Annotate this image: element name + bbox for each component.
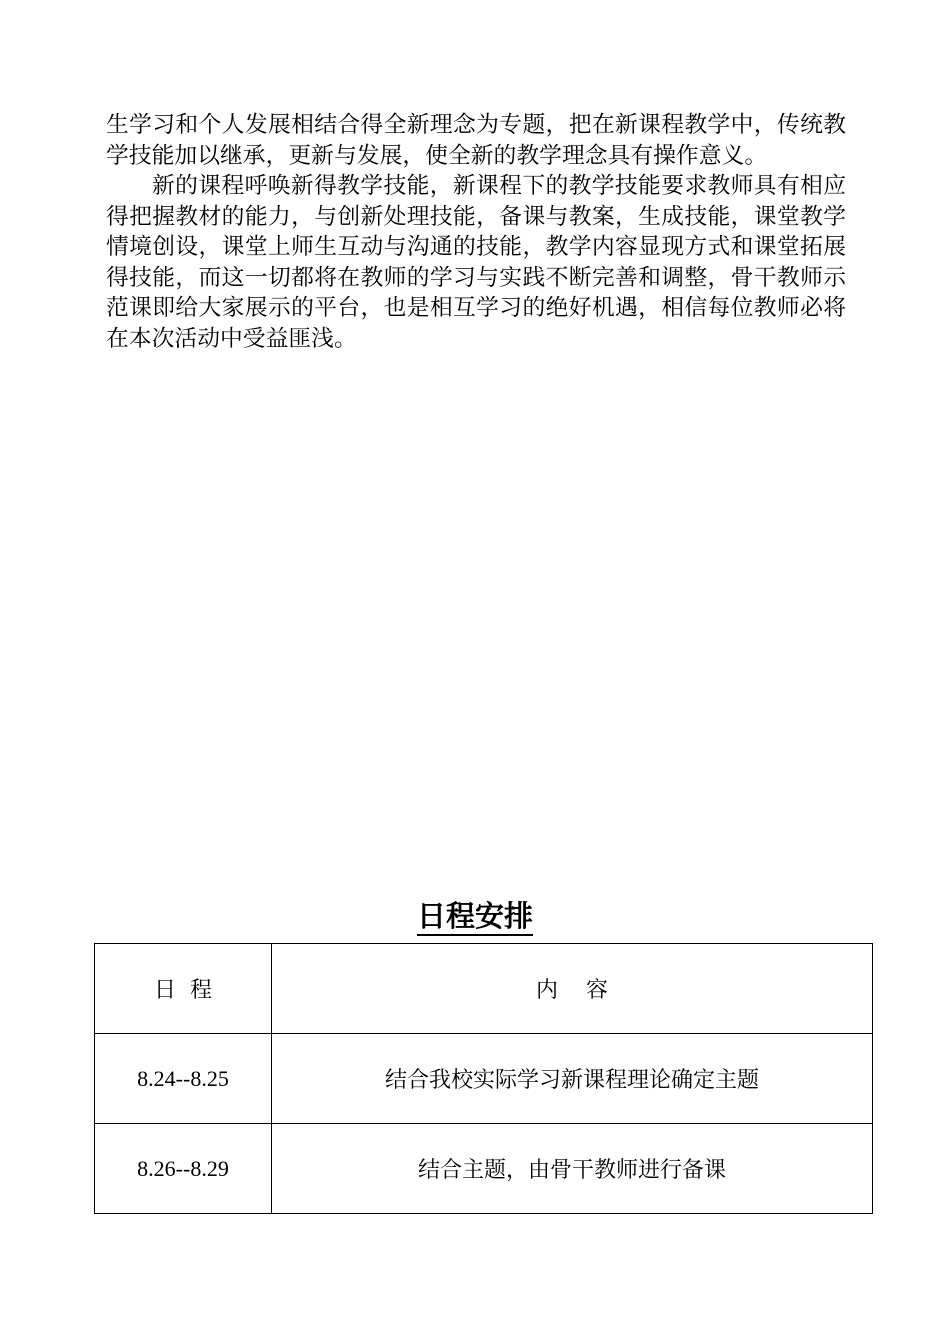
header-date-label: 日 程 xyxy=(154,978,212,1003)
paragraph-1: 生学习和个人发展相结合得全新理念为专题，把在新课程教学中，传统教学技能加以继承，更新与发展，使全新的教学理念具有操作意义。 xyxy=(106,112,846,169)
paragraph-2: 新的课程呼唤新得教学技能，新课程下的教学技能要求教师具有相应得把握教材的能力，与创新处理技能，备课与教案，生成技能，课堂教学情境创设，课堂上师生互动与沟通的技能，教学内容显现方式和课堂拓展得技能，而这一切都将在教师的学习与实践不断完善和调整，骨干教师示范课即给大家展示的平台，也是相互学习的绝好机遇，相信每位教师必将在本次活动中受益匪浅。 xyxy=(106,173,846,352)
row-content: 结合我校实际学习新课程理论确定主题 xyxy=(272,1034,873,1124)
schedule-title: 日程安排 xyxy=(417,899,533,936)
header-content-label: 内 容 xyxy=(536,978,608,1003)
table-row xyxy=(95,1124,873,1214)
table-row xyxy=(95,1034,873,1124)
row-date: 8.24--8.25 xyxy=(95,1034,272,1124)
table-header-row xyxy=(95,944,873,1034)
schedule-table xyxy=(94,943,873,1214)
header-date xyxy=(95,944,272,1034)
body-text xyxy=(106,110,846,354)
header-content xyxy=(272,944,873,1034)
schedule-heading xyxy=(0,896,950,936)
row-content: 结合主题，由骨干教师进行备课 xyxy=(272,1124,873,1214)
row-date: 8.26--8.29 xyxy=(95,1124,272,1214)
